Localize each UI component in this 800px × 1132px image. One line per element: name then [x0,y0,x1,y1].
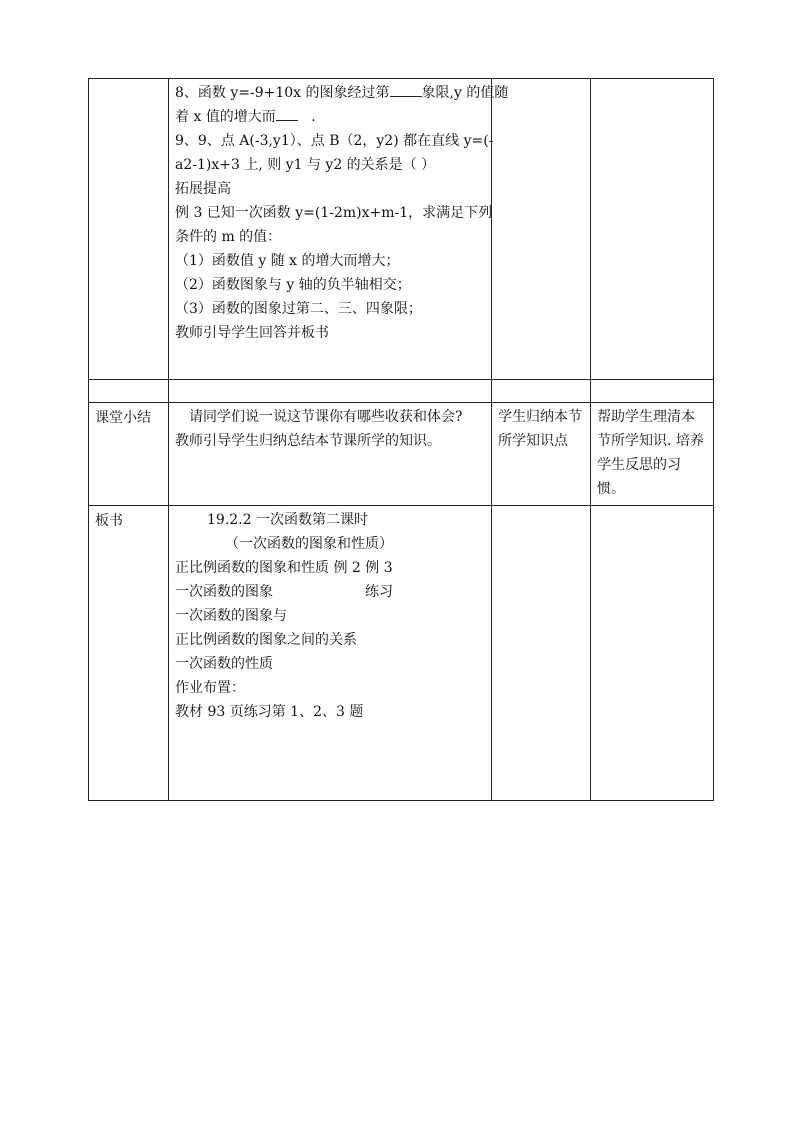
table-row-exercises [89,79,714,380]
board-line5: 一次函数的性质 [175,656,273,672]
board-label: 板书 [95,513,123,529]
question-8-text-a: 8、函数 y=-9+10x 的图象经过第 [175,85,390,101]
answer-blank-quadrant [390,82,422,97]
summary-line2: 教师引导学生归纳总结本节课所学的知识。 [175,433,441,449]
condition-1: （1）函数值 y 随 x 的增大而增大； [175,253,400,269]
cell-stage-empty [89,79,169,380]
question-8-text-c: 着 x 值的增大而 [175,109,276,125]
cell-board-student-empty [492,506,591,801]
lesson-plan-table [88,78,714,801]
table-row-summary [89,403,714,506]
question-9-line1: 9、9、点 A(-3,y1）、点 B（2，y2) 都在直线 y=(- [175,133,494,149]
question-8-text-d: . [311,109,316,125]
homework-label: 作业布置： [175,680,245,696]
teacher-note: 教师引导学生回答并板书 [175,325,329,341]
board-title: 19.2.2 一次函数第二课时 [207,512,368,528]
board-line2-left: 一次函数的图象 [175,584,273,600]
condition-2: （2）函数图象与 y 轴的负半轴相交； [175,277,411,293]
question-8-line2 [175,105,486,129]
question-9-line2: a2-1)x+3 上, 则 y1 与 y2 的关系是（ ） [175,157,436,173]
answer-blank-trend [276,106,298,121]
board-line1: 正比例函数的图象和性质 例 2 例 3 [175,560,393,576]
table-row-empty [89,380,714,403]
example-3-line2: 条件的 m 的值： [175,229,282,245]
cell-board-content [169,506,492,801]
extension-title: 拓展提高 [175,181,231,197]
board-line2-right: 练习 [365,584,393,600]
summary-student-activity: 学生归纳本节所学知识点 [498,409,582,449]
table-row-board [89,506,714,801]
cell-summary-label [89,403,169,506]
board-subtitle: （一次函数的图象和性质） [225,536,393,552]
question-8-line1 [175,81,509,105]
cell-purpose-empty [591,79,714,380]
homework-text: 教材 93 页练习第 1、2、3 题 [175,704,364,720]
board-line4: 正比例函数的图象之间的关系 [175,632,357,648]
cell-summary-content [169,403,492,506]
summary-purpose: 帮助学生理清本节所学知识. 培养学生反思的习惯。 [597,409,704,497]
board-line2 [175,580,486,604]
question-8-text-b: 象限,y 的值随 [421,85,509,101]
condition-3: （3）函数的图象过第二、三、四象限； [175,301,422,317]
cell-student-activity-empty [492,79,591,380]
summary-line1: 请同学们说一说这节课你有哪些收获和体会? [189,409,463,425]
board-line3: 一次函数的图象与 [175,608,287,624]
example-3-line1: 例 3 已知一次函数 y=(1-2m)x+m-1，求满足下列 [175,205,493,221]
cell-board-label [89,506,169,801]
cell-summary-student [492,403,591,506]
cell-board-purpose-empty [591,506,714,801]
cell-exercises-content [169,79,509,380]
cell-empty-2 [169,380,492,403]
cell-empty-3 [492,380,591,403]
cell-empty-1 [89,380,169,403]
cell-empty-4 [591,380,714,403]
cell-summary-purpose [591,403,714,506]
summary-label: 课堂小结 [95,410,151,426]
